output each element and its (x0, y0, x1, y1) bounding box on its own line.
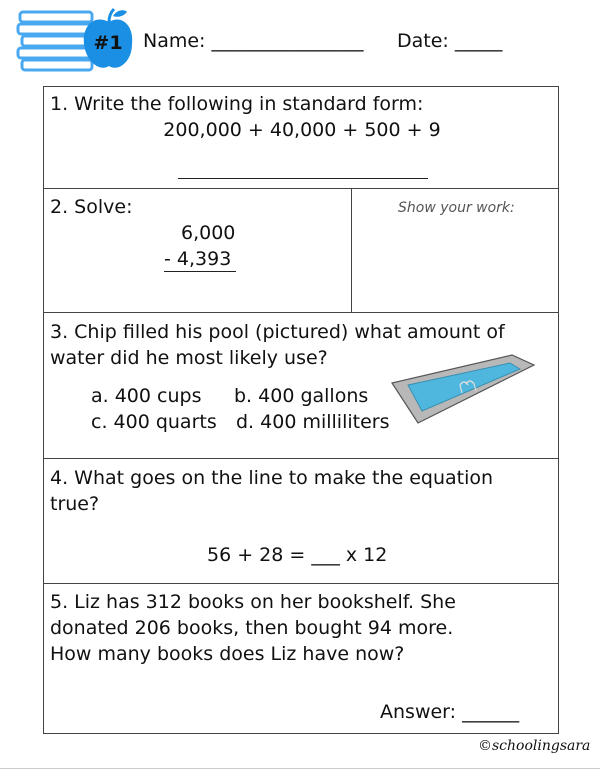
q4-prompt-line2: true? (50, 493, 100, 515)
name-label: Name: ________________ (143, 30, 364, 52)
q3-option-b: b. 400 gallons (234, 385, 369, 407)
q3-option-a: a. 400 cups (91, 385, 202, 407)
q5-line2: donated 206 books, then bought 94 more. (50, 617, 454, 639)
q1-prompt: 1. Write the following in standard form: (50, 93, 424, 115)
q1-answer-line (178, 178, 428, 179)
divider (351, 188, 352, 312)
q2-prompt: 2. Solve: (50, 196, 133, 218)
worksheet-grid (43, 86, 559, 734)
divider (44, 458, 558, 459)
footer-divider (0, 768, 600, 769)
q2-subtraction-line (164, 271, 236, 272)
swimming-pool-image (388, 351, 538, 431)
q4-equation: 56 + 28 = ___ x 12 (207, 544, 388, 566)
divider (44, 312, 558, 313)
q5-line1: 5. Liz has 312 books on her bookshelf. She (50, 591, 456, 613)
divider (44, 188, 558, 189)
q2-bottom-number: - 4,393 (164, 248, 232, 270)
q3-option-c: c. 400 quarts (91, 411, 217, 433)
q3-prompt-line2: water did he most likely use? (50, 347, 328, 369)
divider (44, 583, 558, 584)
show-work-label: Show your work: (398, 200, 515, 216)
q1-expression: 200,000 + 40,000 + 500 + 9 (163, 119, 441, 141)
q4-prompt-line1: 4. What goes on the line to make the equation (50, 467, 494, 489)
q5-answer-label: Answer: ______ (380, 701, 520, 723)
worksheet-number-badge: #1 (93, 32, 123, 54)
q5-line3: How many books does Liz have now? (50, 643, 405, 665)
q3-option-d: d. 400 milliliters (236, 411, 390, 433)
q2-top-number: 6,000 (181, 222, 236, 244)
copyright-credit: ©schoolingsara (478, 738, 591, 754)
q3-prompt-line1: 3. Chip filled his pool (pictured) what amount of (50, 321, 505, 343)
date-label: Date: _____ (397, 30, 503, 52)
